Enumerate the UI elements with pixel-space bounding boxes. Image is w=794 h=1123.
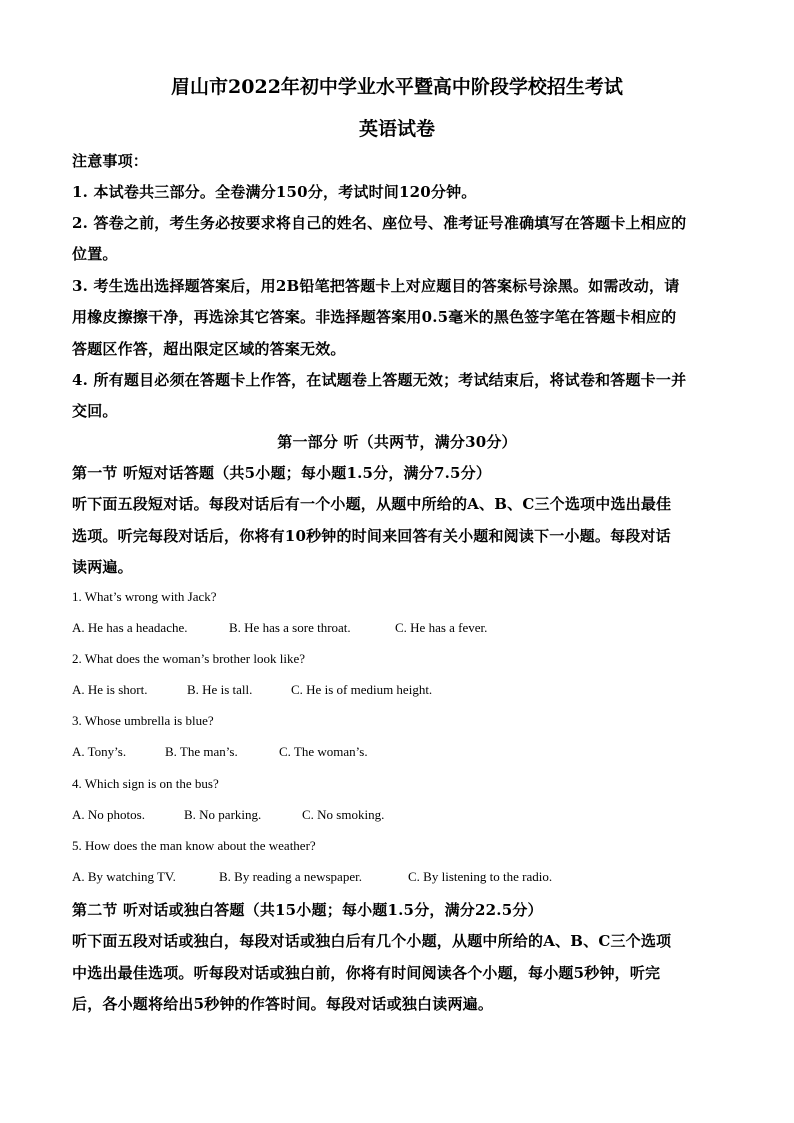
section2-instruction: 听下面五段对话或独白，每段对话或独白后有几个小题，从题中所给的A、B、C三个选项 <box>72 932 672 950</box>
page-title: 眉山市2022年初中学业水平暨高中阶段学校招生考试 <box>171 76 623 98</box>
notice-line: 交回。 <box>72 402 118 420</box>
section1-instruction: 听下面五段短对话。每段对话后有一个小题，从题中所给的A、B、C三个选项中选出最佳 <box>72 495 672 513</box>
notice-line: 3. 考生选出选择题答案后，用2B铅笔把答题卡上对应题目的答案标号涂黑。如需改动，请 <box>72 277 680 295</box>
notice-line: 用橡皮擦擦干净，再选涂其它答案。非选择题答案用0.5毫米的黑色签字笔在答题卡相应的 <box>72 308 677 326</box>
q3-option-b: B. The man’s. <box>165 744 238 759</box>
q4-option-a: A. No photos. <box>72 807 145 822</box>
section1-instruction: 读两遍。 <box>72 558 133 576</box>
q1-option-b: B. He has a sore throat. <box>229 620 351 635</box>
section1-instruction: 选项。听完每段对话后，你将有10秒钟的时间来回答有关小题和阅读下一小题。每段对话 <box>72 527 671 545</box>
q5-option-c: C. By listening to the radio. <box>408 869 553 884</box>
notice-line: 1. 本试卷共三部分。全卷满分150分，考试时间120分钟。 <box>72 183 477 201</box>
notice-line: 位置。 <box>72 245 118 263</box>
q1-option-a: A. He has a headache. <box>72 620 188 635</box>
section2-heading: 第二节 听对话或独白答题（共15小题；每小题1.5分，满分22.5分） <box>72 901 543 919</box>
question-3: 3. Whose umbrella is blue? <box>72 713 214 728</box>
question-1: 1. What’s wrong with Jack? <box>72 589 217 604</box>
q5-option-a: A. By watching TV. <box>72 869 176 884</box>
q1-option-c: C. He has a fever. <box>395 620 488 635</box>
question-2: 2. What does the woman’s brother look like? <box>72 651 305 666</box>
notice-line: 2. 答卷之前，考生务必按要求将自己的姓名、座位号、准考证号准确填写在答题卡上相应的 <box>72 214 687 232</box>
notice-line: 答题区作答，超出限定区域的答案无效。 <box>72 340 346 358</box>
q4-option-b: B. No parking. <box>184 807 262 822</box>
section2-instruction: 中选出最佳选项。听每段对话或独白前，你将有时间阅读各个小题，每小题5秒钟，听完 <box>72 964 661 982</box>
q3-option-a: A. Tony’s. <box>72 744 127 759</box>
question-4: 4. Which sign is on the bus? <box>72 776 219 791</box>
section1-heading: 第一节 听短对话答题（共5小题；每小题1.5分，满分7.5分） <box>72 464 492 482</box>
page-subtitle: 英语试卷 <box>358 118 435 140</box>
q2-option-b: B. He is tall. <box>187 682 253 697</box>
question-5: 5. How does the man know about the weather? <box>72 838 316 853</box>
notice-line: 4. 所有题目必须在答题卡上作答，在试题卷上答题无效；考试结束后，将试卷和答题卡一并 <box>72 371 687 389</box>
q2-option-c: C. He is of medium height. <box>291 682 433 697</box>
notice-heading: 注意事项： <box>72 152 149 170</box>
q3-option-c: C. The woman’s. <box>279 744 368 759</box>
q4-option-c: C. No smoking. <box>302 807 385 822</box>
part1-heading: 第一部分 听（共两节，满分30分） <box>277 433 517 451</box>
q5-option-b: B. By reading a newspaper. <box>219 869 362 884</box>
section2-instruction: 后，各小题将给出5秒钟的作答时间。每段对话或独白读两遍。 <box>72 995 494 1013</box>
q2-option-a: A. He is short. <box>72 682 148 697</box>
